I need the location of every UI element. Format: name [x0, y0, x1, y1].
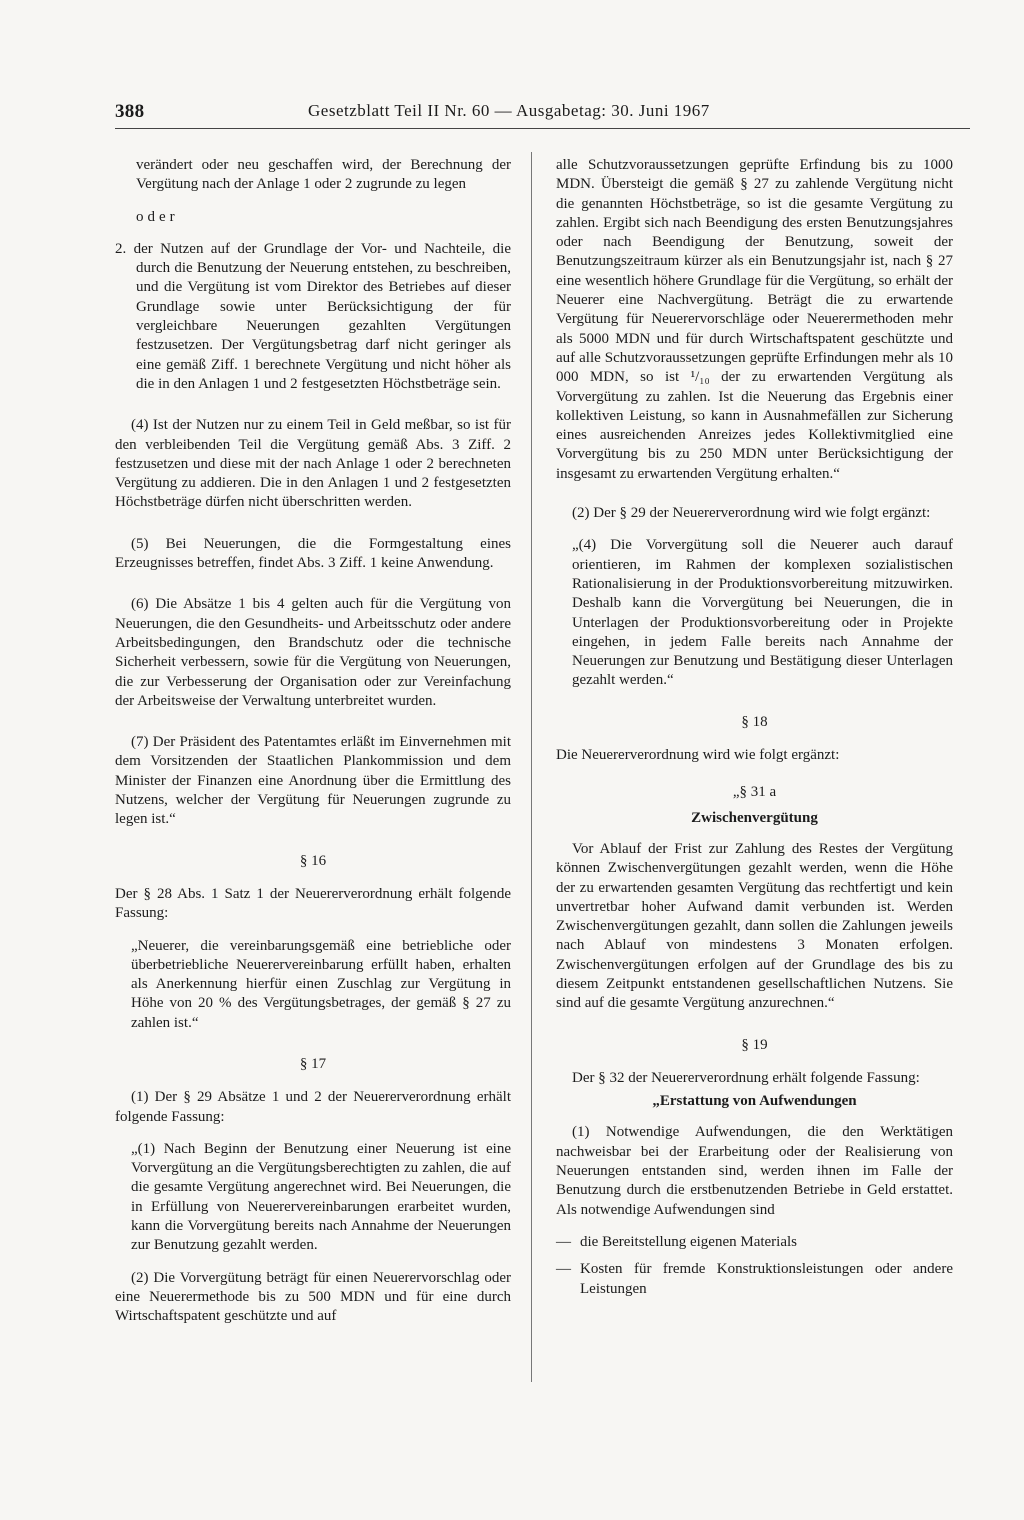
section-19-title: „Erstattung von Aufwendungen: [652, 1093, 857, 1110]
section-31a-heading: „§ 31 a: [732, 784, 777, 801]
list-item-text: die Bereitstellung eigenen Materials: [580, 1233, 798, 1250]
dash-marker: —: [556, 1261, 571, 1278]
page-header: [115, 101, 970, 129]
section-17-paragraph-2: (2) Der § 29 der Neuererverordnung wird wie folgt ergänzt:: [572, 505, 931, 522]
header-title: Gesetzblatt Teil II Nr. 60 — Ausgabetag: 30. Juni 1967: [308, 101, 710, 120]
header-rule: [115, 128, 970, 129]
left-column: [115, 156, 511, 1340]
section-19-paragraph-1: (1) Notwendige Aufwendungen, die den Werktätigen nachweisbar bei der Erarbeitung oder der Realisierung von Neuerungen entstanden sind, werden ihnen im Falle der Benutzung durch die erstbenutzenden Betriebe in Geld erstattet. Als notwendige Aufwendungen sind: [556, 1124, 953, 1218]
page-number: 388: [115, 101, 145, 122]
paragraph-continuation: verändert oder neu geschaffen wird, der Berechnung der Vergütung nach der Anlage 1 oder 2 zugrunde zu legen: [136, 157, 511, 193]
section-16-heading: § 16: [299, 852, 327, 869]
section-17-intro: (1) Der § 29 Absätze 1 und 2 der Neuererverordnung erhält folgende Fassung:: [115, 1089, 511, 1125]
section-18-intro: Die Neuererverordnung wird wie folgt ergänzt:: [556, 747, 840, 764]
section-18-heading: § 18: [741, 713, 768, 730]
section-19-heading: § 19: [741, 1036, 768, 1053]
section-31a-title: Zwischenvergütung: [691, 809, 818, 826]
section-16-quote: „Neuerer, die vereinbarungsgemäß eine betriebliche oder überbetriebliche Neuerervereinbarung erfüllt haben, erhalten als Anerkennung hierfür einen Zuschlag zur Vergütung in Höhe von 20 % des Vergütungsbetrages, der gemäß § 27 zu zahlen ist.“: [131, 937, 511, 1031]
dash-marker: —: [556, 1233, 571, 1250]
oder-separator: oder: [136, 208, 179, 225]
section-31a-text: Vor Ablauf der Frist zur Zahlung des Restes der Vergütung können Zwischenvergütungen gezahlt werden, wenn die Höhe der zu erwartenden gesamten Vergütung das rechtfertigt und kein unvertretbar hoher Aufwand damit verbunden ist. Werden Zwischenvergütungen gezahlt, dann sollen die Zahlungen jeweils nach Ablauf von mindestens 3 Monaten erfolgen. Zwischenvergütungen erfolgen auf der Grundlage des bis zu diesem Zeitpunkt entstandenen gesellschaftlichen Nutzens. Sie sind auf die gesamte Vergütung anzurechnen.“: [556, 840, 953, 1012]
right-column: [556, 156, 953, 1307]
column-divider: [531, 152, 532, 1382]
paragraph-7: (7) Der Präsident des Patentamtes erläßt im Einvernehmen mit dem Vorsitzenden der Staatlichen Plankommission und dem Minister der Finanzen eine Anordnung über die Ermittlung des Nutzens, welcher der Vergütung für Neuerungen zugrunde zu legen ist.“: [115, 734, 511, 828]
list-item: [556, 1260, 953, 1299]
paragraph-4: (4) Ist der Nutzen nur zu einem Teil in Geld meßbar, so ist für den verbleibenden Teil die Vergütung gemäß Abs. 3 Ziff. 2 festzusetzen und diese mit der nach Anlage 1 oder 2 berechneten Vergütung zu addieren. Die in den Anlagen 1 und 2 festgesetzten Höchstbeträge dürfen nicht überschritten werden.: [115, 417, 511, 511]
section-19-intro: Der § 32 der Neuererverordnung erhält folgende Fassung:: [572, 1069, 920, 1086]
paragraph-5: (5) Bei Neuerungen, die die Formgestaltung eines Erzeugnisses betreffen, findet Abs. 3 Ziff. 1 keine Anwendung.: [115, 535, 511, 572]
section-16-intro: Der § 28 Abs. 1 Satz 1 der Neuererverordnung erhält folgende Fassung:: [115, 885, 511, 922]
item-2: 2. der Nutzen auf der Grundlage der Vor- und Nachteile, die durch die Benutzung der Neuerung entstehen, zu beschreiben, und die Vergütung ist vom Direktor des Betriebes auf dieser Grundlage sowie unter Berücksichtigung der für vergleichbare Neuerungen gezahlten Vergütungen festzusetzen. Der Vergütungsbetrag darf nicht geringer als eine gemäß Ziff. 1 berechnete Vergütung und nicht höher als die in den Anlagen 1 und 2 festgesetzten Höchstbeträge sein.: [115, 240, 511, 392]
list-item-text: Kosten für fremde Konstruktionsleistungen oder andere Leistungen: [580, 1261, 953, 1297]
section-17-quote-2: (2) Die Vorvergütung beträgt für einen Neuerervorschlag oder eine Neuerermethode bis zu 500 MDN und für eine durch Wirtschaftspatent geschützte und auf: [115, 1269, 511, 1325]
section-17-quote-1: „(1) Nach Beginn der Benutzung einer Neuerung ist eine Vorvergütung an die Vergütungsberechtigten zu zahlen, die auf die gesamte Vergütung angerechnet wird. Bei Neuerungen, die in Erfüllung von Neuerervereinbarungen erarbeitet wurden, kann die Vorvergütung bereits nach Annahme der Neuerungen zur Benutzung gezahlt werden.: [131, 1140, 511, 1254]
paragraph-6: (6) Die Absätze 1 bis 4 gelten auch für die Vergütung von Neuerungen, die den Gesundheits- und Arbeitsschutz oder andere Arbeitsbedingungen, den Brandschutz oder die technische Sicherheit verbessern, sowie für die Vergütung von Neuerungen, die zur Verbesserung der Organisation oder zur Vereinfachung der Arbeitsweise der Verwaltung unterbreitet wurden.: [115, 596, 511, 709]
paragraph-continuation-right: alle Schutzvoraussetzungen geprüfte Erfindung bis zu 1000 MDN. Übersteigt die gemäß § 27 zu zahlende Vergütung nicht die genannten Höchstbeträge, so ist die gesamte Vergütung zu zahlen. Ergibt sich nach Beendigung des ersten Benutzungsjahres oder nach Beendigung der Benutzung, soweit der Benutzungszeitraum kürzer als ein Benutzungsjahr ist, nach § 27 eine wesentlich höhere Grundlage für die Vergütung, so erhält der Neuerer eine Nachvergütung. Beträgt die zu erwartende Vergütung für Neuerervorschläge oder Neuerermethoden mehr als 5000 MDN und für durch Wirtschaftspatent geschützte und auf alle Schutzvoraussetzungen geprüfte Erfindungen mehr als 10 000 MDN, so ist ¹/₁₀ der zu erwartenden Vergütung als Vorvergütung zu zahlen. Ist die Neuerung das Ergebnis einer kollektiven Leistung, so kann in Ausnahmefällen zur Sicherung eines ausreichenden Anreizes jedes Kollektivmitglied eine Vorvergütung bis zu 250 MDN unter Berücksichtigung der insgesamt zu erwartenden Vergütung erhalten.“: [556, 157, 953, 482]
section-17-heading: § 17: [299, 1055, 327, 1072]
section-17-quote-4: „(4) Die Vorvergütung soll die Neuerer auch darauf orientieren, im Rahmen der komplexen sozialistischen Rationalisierung in der Produktionsvorbereitung mitzuwirken. Deshalb kann die Vorvergütung bei Neuerungen, die in Unterlagen der Produktionsvorbereitung oder in Projekte eingehen, in jedem Falle bereits nach Annahme der Neuerungen zur Benutzung und Bestätigung dieser Unterlagen gezahlt werden.“: [572, 537, 953, 689]
list-item: [556, 1233, 953, 1252]
